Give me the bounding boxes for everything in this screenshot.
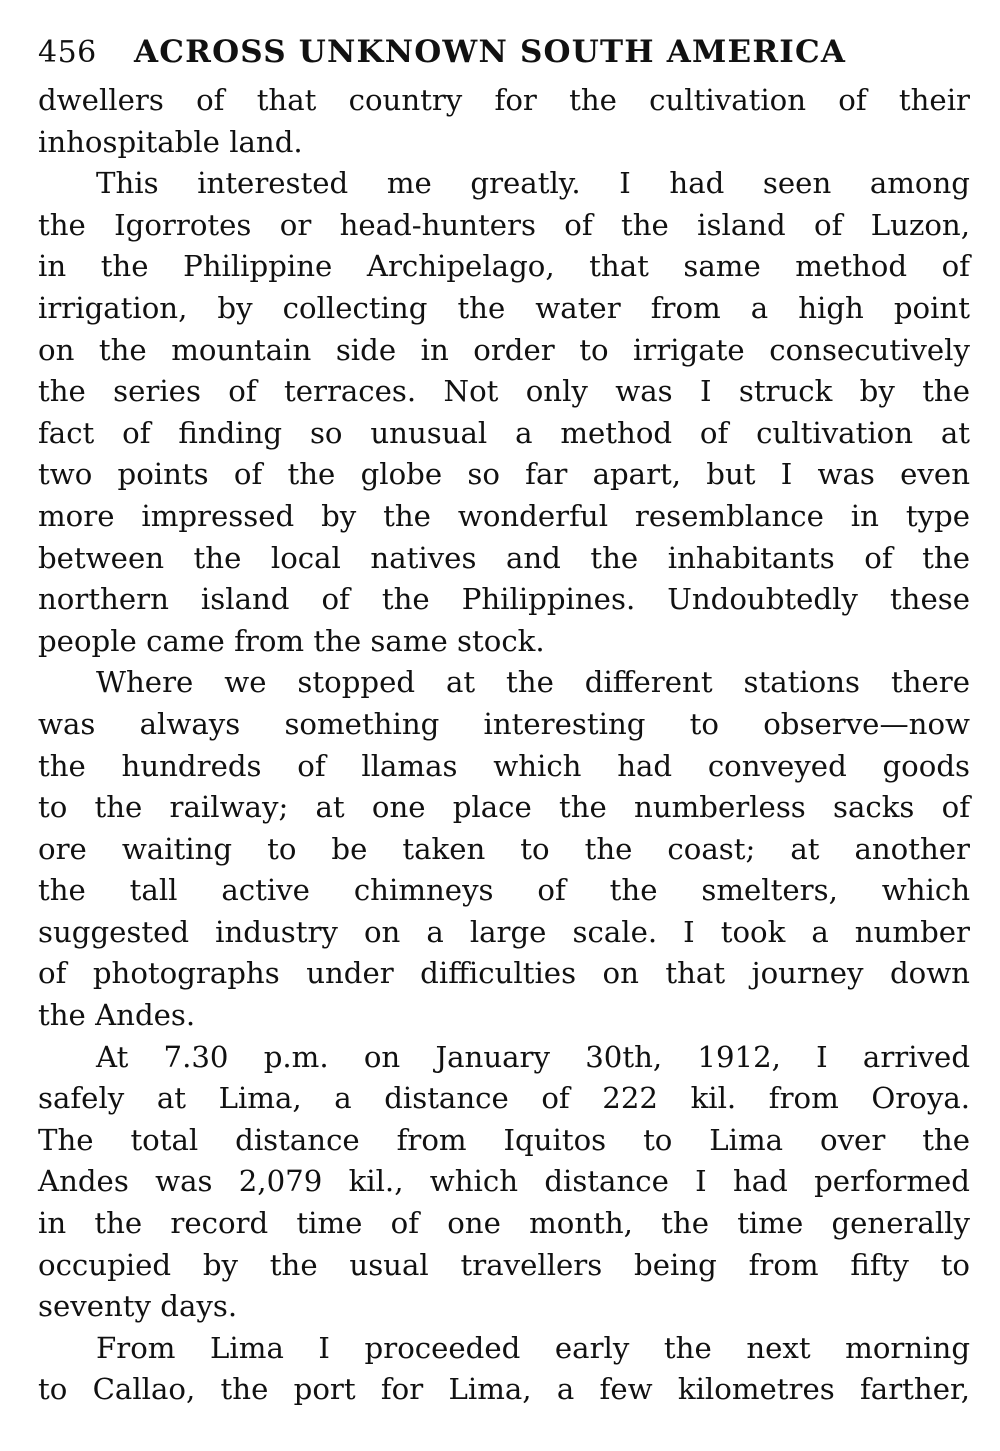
text-line: to Callao, the port for Lima, a few kilometres farther, <box>38 1372 970 1407</box>
text-line: occupied by the usual travellers being from fifty to <box>38 1247 970 1282</box>
text-line: to the railway; at one place the numberless sacks of <box>38 790 970 825</box>
text-line: seventy days. <box>38 1289 238 1324</box>
text-line: the hundreds of llamas which had conveyed goods <box>38 748 970 783</box>
text-line: was always something interesting to observe—now <box>38 706 970 741</box>
text-line: between the local natives and the inhabitants of the <box>38 540 970 575</box>
running-head <box>38 28 970 80</box>
body-text <box>38 80 970 1411</box>
page-number: 456 <box>38 35 97 70</box>
text-line: The total distance from Iquitos to Lima over the <box>38 1122 970 1157</box>
text-line: Andes was 2,079 kil., which distance I had performed <box>38 1164 970 1199</box>
text-line: ore waiting to be taken to the coast; at another <box>38 831 970 866</box>
running-title: ACROSS UNKNOWN SOUTH AMERICA <box>134 34 847 70</box>
text-line: of photographs under difficulties on that journey down <box>38 956 970 991</box>
text-line: the Igorrotes or head-hunters of the island of Luzon, <box>38 207 970 242</box>
text-line: fact of finding so unusual a method of cultivation at <box>38 415 970 450</box>
text-line: people came from the same stock. <box>38 623 545 658</box>
text-line: on the mountain side in order to irrigate consecutively <box>38 332 970 367</box>
text-line: inhospitable land. <box>38 124 303 159</box>
text-line: suggested industry on a large scale. I took a number <box>38 914 970 949</box>
text-line: This interested me greatly. I had seen among <box>96 166 970 201</box>
text-line: safely at Lima, a distance of 222 kil. from Oroya. <box>38 1081 970 1116</box>
text-line: At 7.30 p.m. on January 30th, 1912, I arrived <box>96 1039 970 1074</box>
text-line: northern island of the Philippines. Undoubtedly these <box>38 582 970 617</box>
text-line: the series of terraces. Not only was I struck by the <box>38 374 970 409</box>
text-line: the tall active chimneys of the smelters, which <box>38 873 970 908</box>
text-line: in the Philippine Archipelago, that same method of <box>38 249 970 284</box>
text-line: in the record time of one month, the time generally <box>38 1206 970 1241</box>
text-line: irrigation, by collecting the water from a high point <box>38 290 970 325</box>
text-line: more impressed by the wonderful resemblance in type <box>38 498 970 533</box>
book-page <box>38 28 970 1411</box>
text-line: Where we stopped at the different stations there <box>96 665 970 700</box>
text-line: two points of the globe so far apart, but I was even <box>38 457 970 492</box>
text-line: dwellers of that country for the cultivation of their <box>38 83 970 117</box>
text-line: From Lima I proceeded early the next morning <box>96 1330 970 1365</box>
text-line: the Andes. <box>38 998 196 1033</box>
